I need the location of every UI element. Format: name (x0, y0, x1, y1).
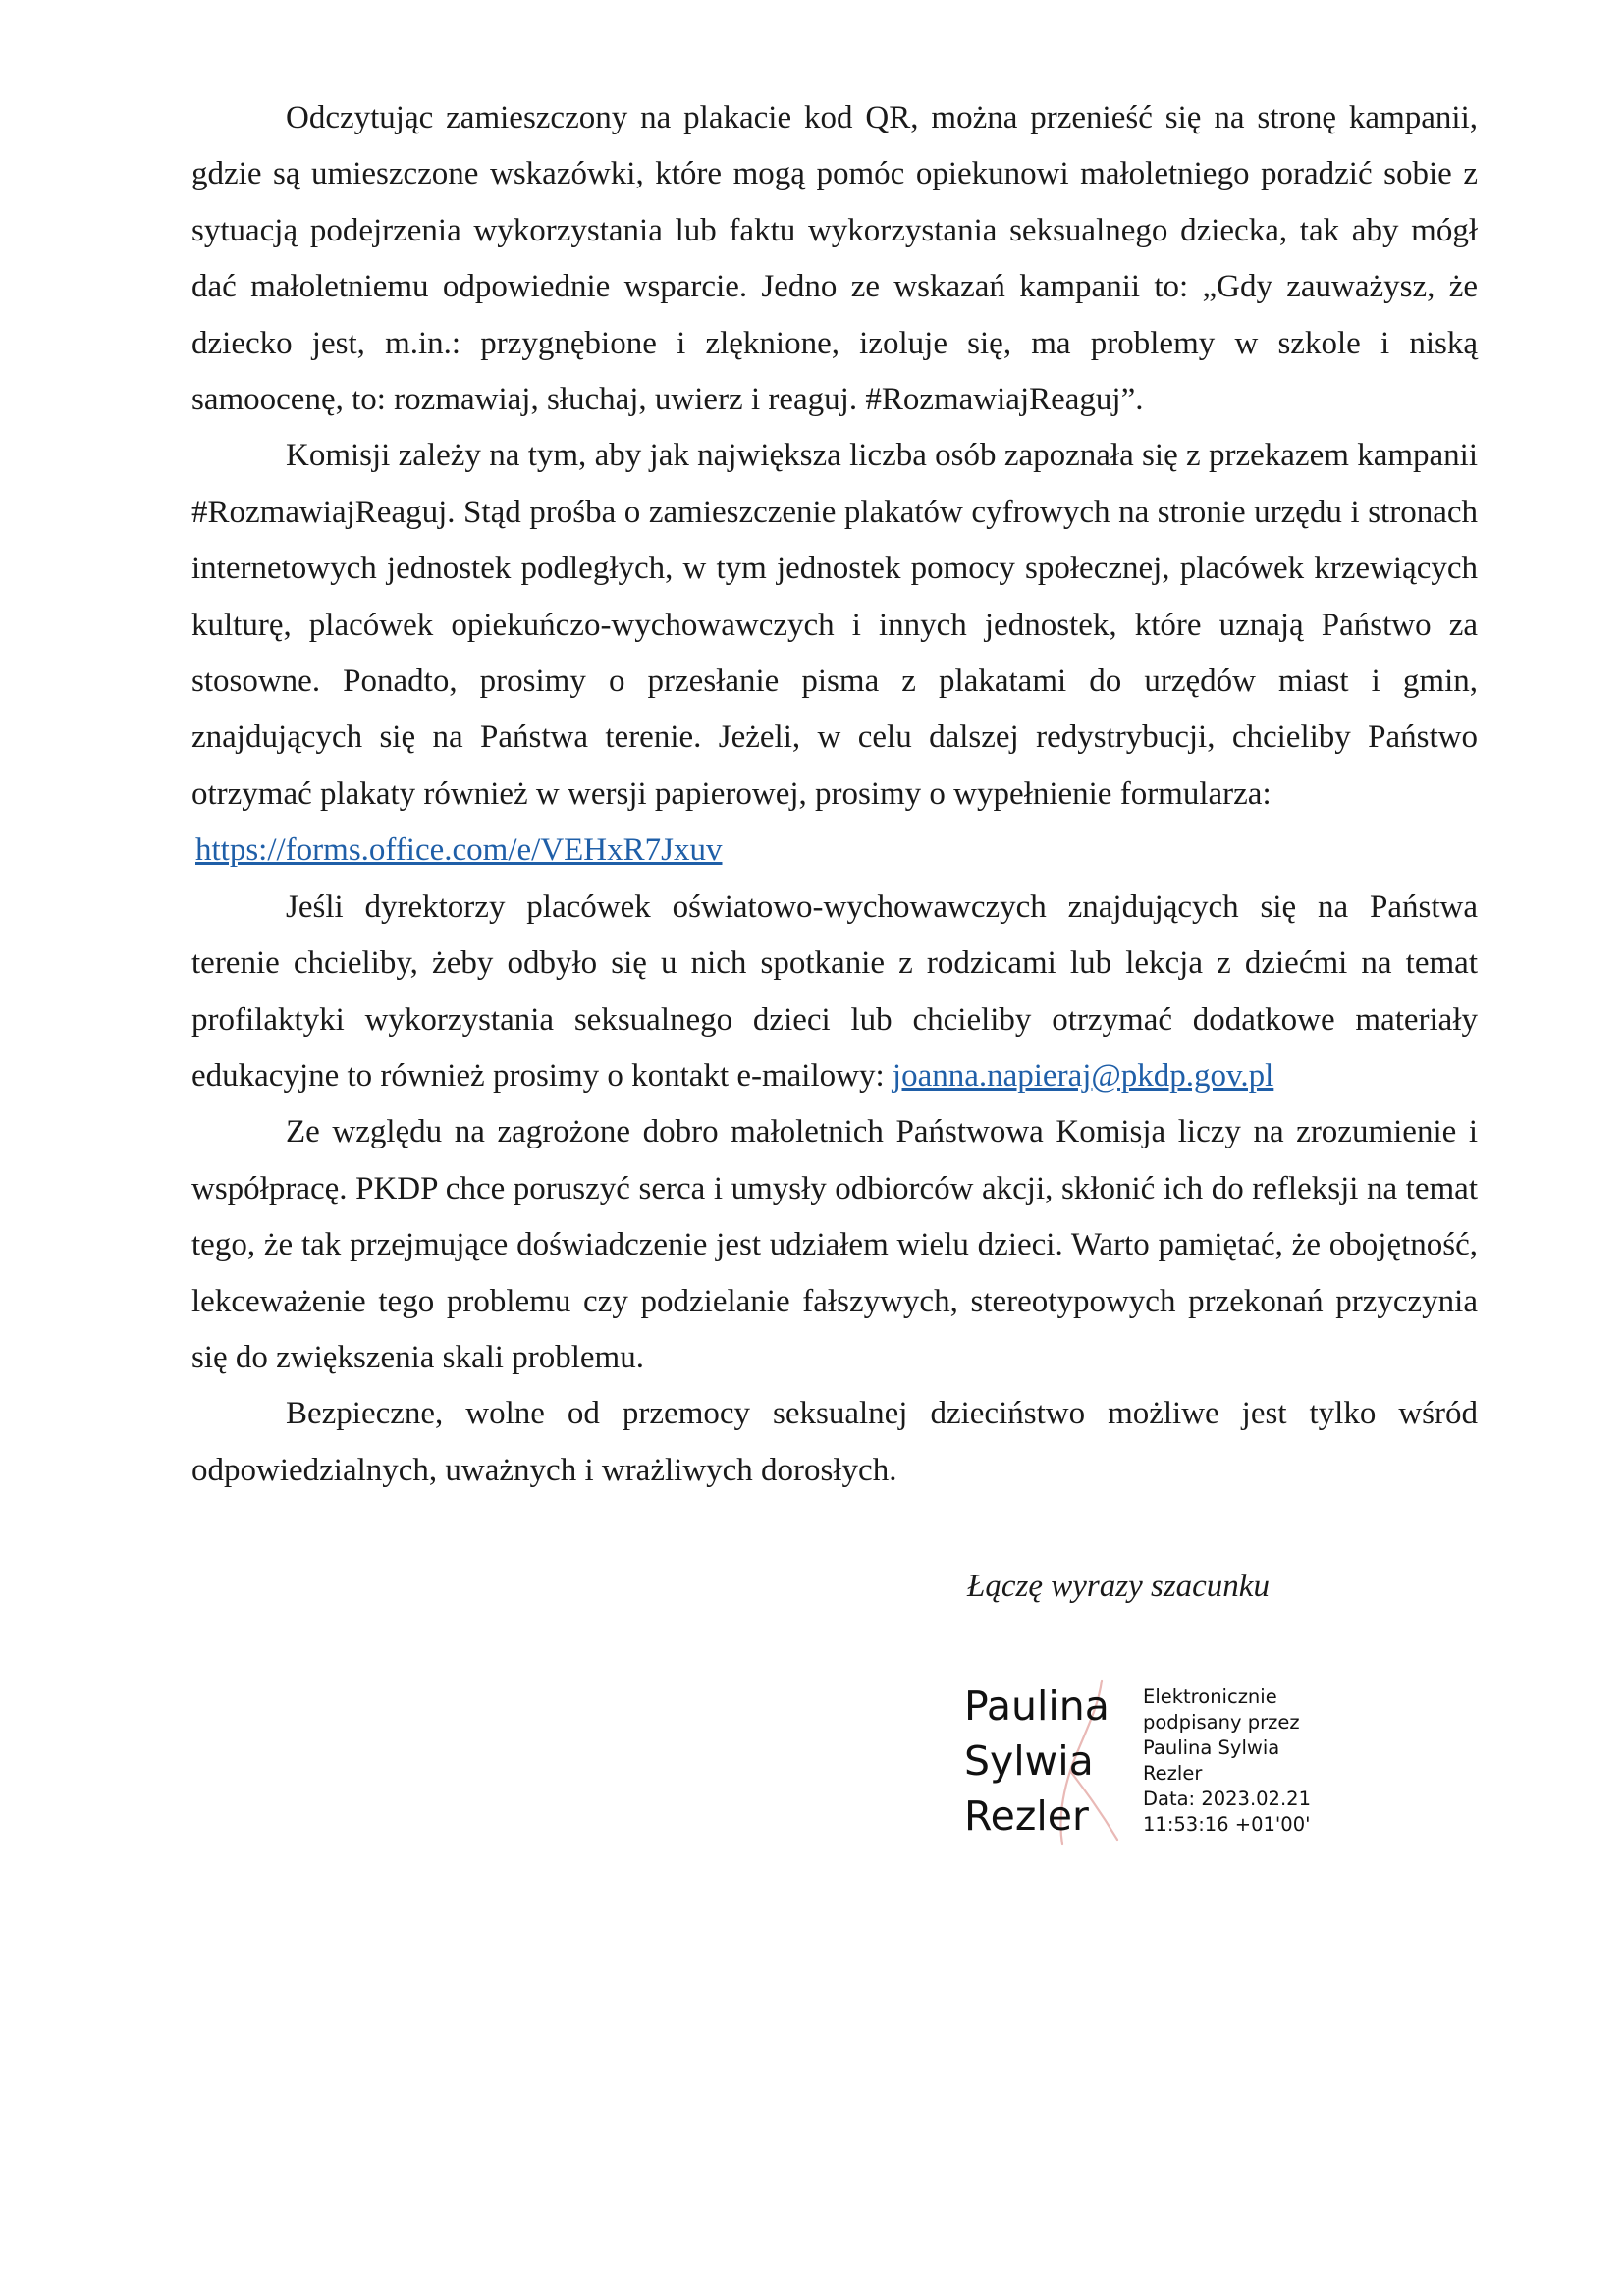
signature-detail-line: podpisany przez (1143, 1711, 1300, 1734)
paragraph-campaign-request: Komisji zależy na tym, aby jak największa liczba osób zapoznała się z przekazem kampanii #RozmawiajReaguj. Stąd prośba o zamieszczenie plakatów cyfrowych na stronie urzędu i stronach internetowych jednostek podległych, w tym jednostek pomocy społecznej, placówek krzewiących kulturę, placówek opiekuńczo-wychowawczych i innych jednostek, które uznają Państwo za stosowne. Ponadto, prosimy o przesłanie pisma z plakatami do urzędów miast i gmin, znajdujących się na Państwa terenie. Jeżeli, w celu dalszej redystrybucji, chcieliby Państwo otrzymać plakaty również w wersji papierowej, prosimy o wypełnienie formularza: (191, 438, 1478, 812)
paragraph-directors (191, 880, 1478, 1105)
signature-detail-line: Rezler (1143, 1762, 1203, 1785)
signer-name-line: Sylwia (964, 1737, 1094, 1785)
signer-name-line: Paulina (964, 1682, 1110, 1730)
signature-detail-line: Elektronicznie (1143, 1685, 1277, 1708)
paragraph-cooperation: Ze względu na zagrożone dobro małoletnich Państwowa Komisja liczy na zrozumienie i współpracę. PKDP chce poruszyć serca i umysły odbiorców akcji, skłonić ich do refleksji na temat tego, że tak przejmujące doświadczenie jest udziałem wielu dzieci. Warto pamiętać, że obojętność, lekceważenie tego problemu czy podzielanie fałszywych, stereotypowych przekonań przyczynia się do zwiększenia skali problemu. (191, 1114, 1478, 1375)
paragraph-qr-code: Odczytując zamieszczony na plakacie kod QR, można przenieść się na stronę kampanii, gdzie są umieszczone wskazówki, które mogą pomóc opiekunowi małoletniego poradzić sobie z sytuacją podejrzenia wykorzystania lub faktu wykorzystania seksualnego dziecka, tak aby mógł dać małoletniemu odpowiednie wsparcie. Jedno ze wskazań kampanii to: „Gdy zauważysz, że dziecko jest, m.in.: przygnębione i zlęknione, izoluje się, ma problemy w szkole i niską samoocenę, to: rozmawiaj, słuchaj, uwierz i reaguj. #RozmawiajReaguj”. (191, 100, 1478, 418)
signer-name (964, 1679, 1110, 1843)
signer-name-line: Rezler (964, 1792, 1089, 1840)
paragraph-directors-text: Jeśli dyrektorzy placówek oświatowo-wychowawczych znajdujących się na Państwa terenie chcieliby, żeby odbyło się u nich spotkanie z rodzicami lub lekcja z dziećmi na temat profilaktyki wykorzystania seksualnego dzieci lub chcieliby otrzymać dodatkowe materiały edukacyjne to również prosimy o kontakt e-mailowy: (191, 888, 1478, 1094)
signature-detail-line: Paulina Sylwia (1143, 1736, 1280, 1759)
signature-detail-line: 11:53:16 +01'00' (1143, 1813, 1311, 1836)
email-link[interactable]: joanna.napieraj@pkdp.gov.pl (892, 1057, 1274, 1094)
signature-details (1143, 1684, 1311, 1838)
form-link[interactable]: https://forms.office.com/e/VEHxR7Jxuv (195, 832, 723, 869)
closing-salutation: Łączę wyrazy szacunku (967, 1569, 1270, 1604)
paragraph-safe-childhood: Bezpieczne, wolne od przemocy seksualnej dzieciństwo możliwe jest tylko wśród odpowiedzialnych, uważnych i wrażliwych dorosłych. (191, 1396, 1478, 1488)
electronic-signature (962, 1679, 1335, 1865)
form-link-line (191, 823, 1478, 879)
signature-detail-line: Data: 2023.02.21 (1143, 1788, 1311, 1810)
letter-body (191, 90, 1478, 1499)
